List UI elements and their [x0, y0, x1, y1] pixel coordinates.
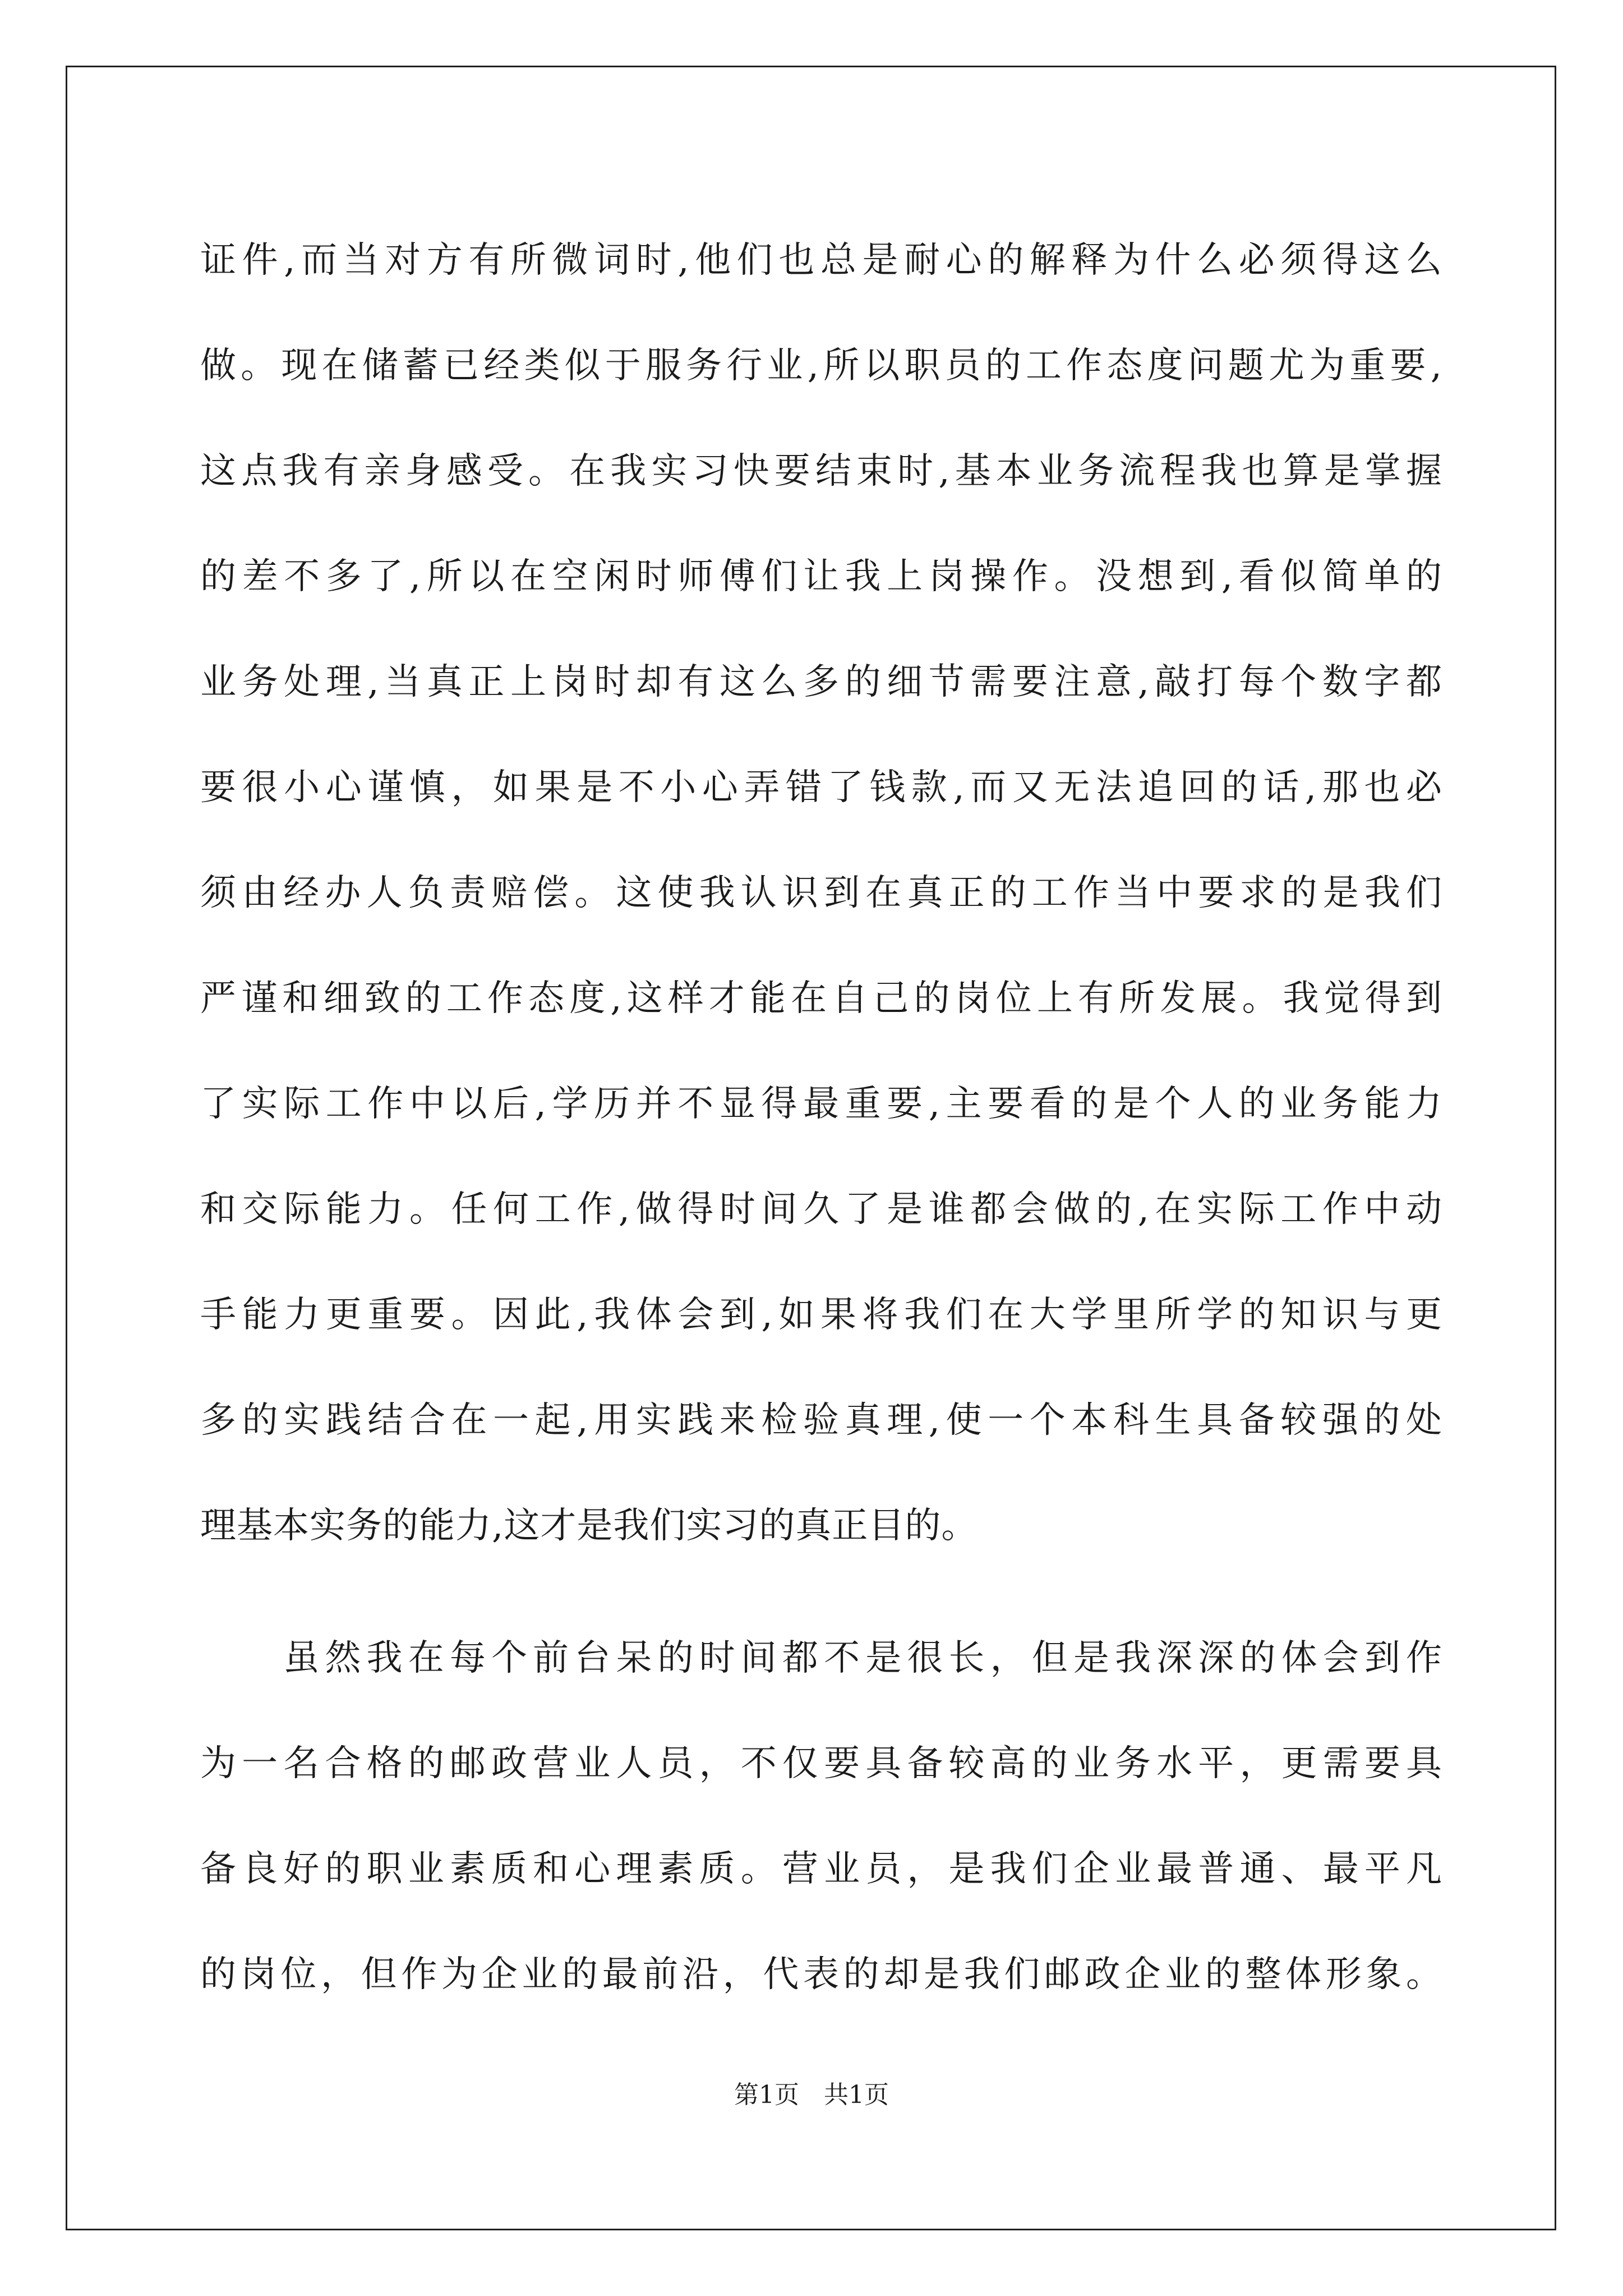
document-body: [200, 208, 1442, 2027]
text-line: 了实际工作中以后,学历并不显得最重要,主要看的是个人的业务能力: [200, 1083, 1442, 1125]
paragraph-1: [200, 208, 1442, 1579]
paragraph-spacer: [200, 1579, 1442, 1605]
text-line: 理基本实务的能力,这才是我们实习的真正目的。: [200, 1505, 978, 1547]
text-line: 这点我有亲身感受。在我实习快要结束时,基本业务流程我也算是掌握: [200, 450, 1442, 492]
text-line: 和交际能力。任何工作,做得时间久了是谁都会做的,在实际工作中动: [200, 1189, 1442, 1230]
text-line: 为一名合格的邮政营业人员，不仅要具备较高的业务水平，更需要具: [200, 1743, 1442, 1784]
page-number-footer: 第1页 共1页: [734, 2081, 889, 2109]
text-line: 的差不多了,所以在空闲时师傅们让我上岗操作。没想到,看似简单的: [200, 556, 1442, 597]
text-line: 做。现在储蓄已经类似于服务行业,所以职员的工作态度问题尤为重要,: [200, 345, 1442, 386]
text-line: 要很小心谨慎，如果是不小心弄错了钱款,而又无法追回的话,那也必: [200, 767, 1442, 808]
text-line: 证件,而当对方有所微词时,他们也总是耐心的解释为什么必须得这么: [200, 240, 1442, 281]
text-line: 虽然我在每个前台呆的时间都不是很长，但是我深深的体会到作: [200, 1637, 1442, 1679]
text-line: 备良好的职业素质和心理素质。营业员，是我们企业最普通、最平凡: [200, 1848, 1442, 1890]
text-line: 的岗位，但作为企业的最前沿，代表的却是我们邮政企业的整体形象。: [200, 1954, 1442, 1995]
text-line: 手能力更重要。因此,我体会到,如果将我们在大学里所学的知识与更: [200, 1294, 1442, 1336]
text-line: 严谨和细致的工作态度,这样才能在自己的岗位上有所发展。我觉得到: [200, 978, 1442, 1019]
text-line: 多的实践结合在一起,用实践来检验真理,使一个本科生具备较强的处: [200, 1400, 1442, 1441]
paragraph-2: [200, 1605, 1442, 2027]
text-line: 业务处理,当真正上岗时却有这么多的细节需要注意,敲打每个数字都: [200, 661, 1442, 703]
text-line: 须由经办人负责赔偿。这使我认识到在真正的工作当中要求的是我们: [200, 872, 1442, 914]
